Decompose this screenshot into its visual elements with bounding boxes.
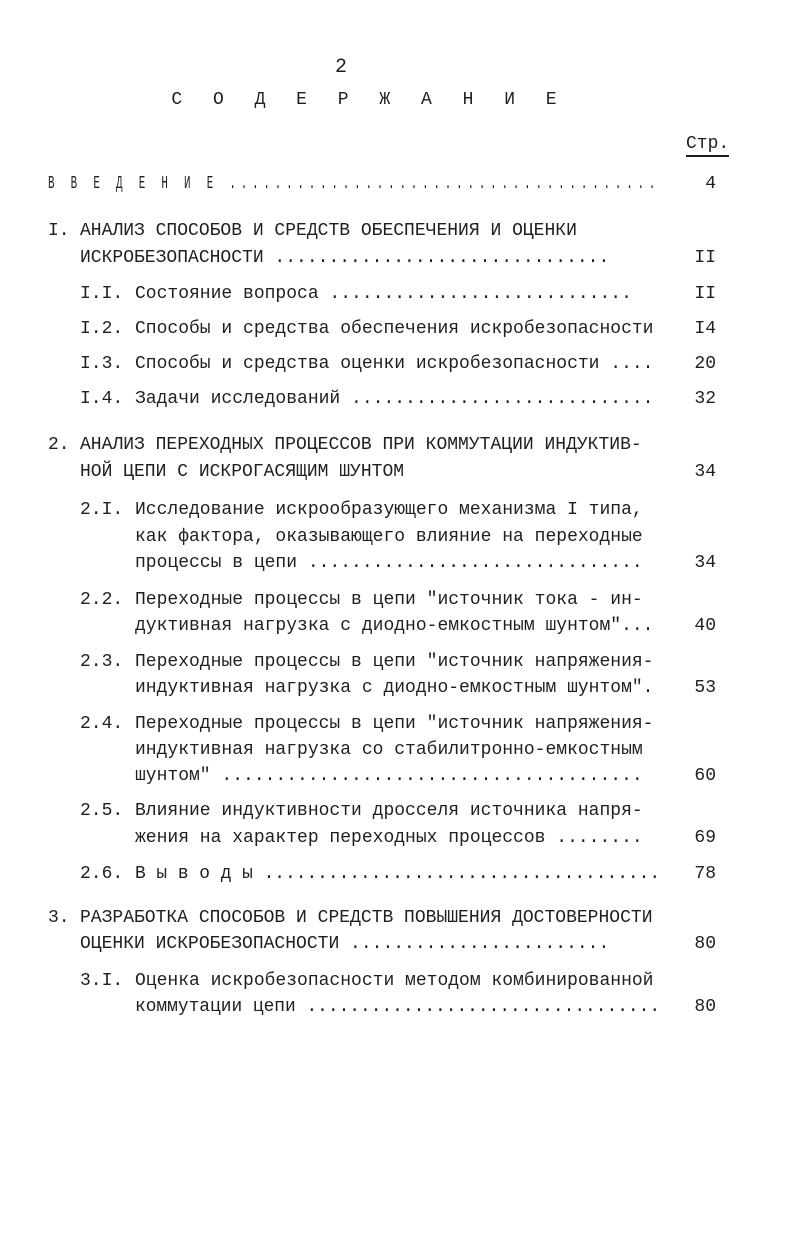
- toc-entry-page: 80: [694, 934, 716, 954]
- toc-entry-text: Задачи исследований ............................: [135, 389, 654, 409]
- toc-entry-text: Состояние вопроса ............................: [135, 284, 632, 304]
- toc-entry-number: 2.2.: [80, 590, 124, 610]
- toc-entry-page: II: [694, 248, 716, 268]
- toc-entry-text: Оценка искробезопасности методом комбинированной: [135, 971, 654, 991]
- toc-entry-number: I.I.: [80, 284, 124, 304]
- toc-entry-text: коммутации цепи .................................: [135, 997, 661, 1017]
- toc-entry-text: жения на характер переходных процессов ........: [135, 828, 643, 848]
- toc-entry-text: шунтом" .......................................: [135, 766, 643, 786]
- toc-entry-text: ИСКРОБЕЗОПАСНОСТИ ...............................: [80, 248, 610, 268]
- toc-entry-text: Переходные процессы в цепи "источник напряжения-: [135, 714, 654, 734]
- toc-entry-page: 34: [694, 553, 716, 573]
- toc-entry-number: 2.3.: [80, 652, 124, 672]
- toc-entry-number: 2.6.: [80, 864, 124, 884]
- page-column-label: Стр.: [686, 134, 729, 157]
- toc-entry-text: АНАЛИЗ СПОСОБОВ И СРЕДСТВ ОБЕСПЕЧЕНИЯ И ОЦЕНКИ: [80, 221, 577, 241]
- toc-entry-text: Способы и средства оценки искробезопасности ....: [135, 354, 654, 374]
- toc-entry-text: как фактора, оказывающего влияние на переходные: [135, 527, 643, 547]
- page-column-header: [686, 134, 729, 154]
- toc-entry-page: 80: [694, 997, 716, 1017]
- toc-entry-number: I.4.: [80, 389, 124, 409]
- toc-entry-text: индуктивная нагрузка со стабилитронно-емкостным: [135, 740, 643, 760]
- toc-entry-text: Влияние индуктивности дросселя источника напря-: [135, 801, 643, 821]
- toc-entry-text: дуктивная нагрузка с диодно-емкостным шунтом"...: [135, 616, 654, 636]
- toc-entry-text: Способы и средства обеспечения искробезопасности: [135, 319, 654, 339]
- toc-entry-number: 2.4.: [80, 714, 124, 734]
- toc-entry-page: 60: [694, 766, 716, 786]
- toc-entry-page: 78: [694, 864, 716, 884]
- toc-entry-text: АНАЛИЗ ПЕРЕХОДНЫХ ПРОЦЕССОВ ПРИ КОММУТАЦИИ ИНДУКТИВ-: [80, 435, 642, 455]
- toc-entry-text: индуктивная нагрузка с диодно-емкостным шунтом".: [135, 678, 654, 698]
- toc-entry-text: РАЗРАБОТКА СПОСОБОВ И СРЕДСТВ ПОВЫШЕНИЯ ДОСТОВЕРНОСТИ: [80, 908, 653, 928]
- page-number: 2: [334, 56, 347, 79]
- toc-entry-number: 2.: [48, 435, 70, 455]
- toc-entry-text: В В Е Д Е Н И Е ......................................: [48, 174, 661, 194]
- toc-entry-text: ОЦЕНКИ ИСКРОБЕЗОПАСНОСТИ ........................: [80, 934, 610, 954]
- toc-entry-text: Переходные процессы в цепи "источник напряжения-: [135, 652, 654, 672]
- page-title: С О Д Е Р Ж А Н И Е: [171, 90, 567, 110]
- toc-entry-page: 34: [694, 462, 716, 482]
- toc-entry-text: В ы в о д ы .....................................: [135, 864, 661, 884]
- toc-entry-page: 4: [705, 174, 716, 194]
- toc-entry-number: 3.I.: [80, 971, 124, 991]
- toc-entry-number: 2.5.: [80, 801, 124, 821]
- toc-entry-page: 32: [694, 389, 716, 409]
- toc-entry-page: 53: [694, 678, 716, 698]
- toc-entry-page: 20: [694, 354, 716, 374]
- toc-entry-text: Переходные процессы в цепи "источник тока - ин-: [135, 590, 643, 610]
- toc-entry-number: 3.: [48, 908, 70, 928]
- toc-entry-page: 40: [694, 616, 716, 636]
- toc-entry-number: I.2.: [80, 319, 124, 339]
- toc-entry-page: I4: [694, 319, 716, 339]
- toc-entry-page: II: [694, 284, 716, 304]
- toc-entry-page: 69: [694, 828, 716, 848]
- toc-entry-text: НОЙ ЦЕПИ С ИСКРОГАСЯЩИМ ШУНТОМ: [80, 462, 405, 482]
- toc-entry-number: I.: [48, 221, 70, 241]
- toc-entry-number: 2.I.: [80, 500, 124, 520]
- toc-entry-text: Исследование искрообразующего механизма I типа,: [135, 500, 643, 520]
- toc-entry-text: процессы в цепи ...............................: [135, 553, 643, 573]
- toc-entry-number: I.3.: [80, 354, 124, 374]
